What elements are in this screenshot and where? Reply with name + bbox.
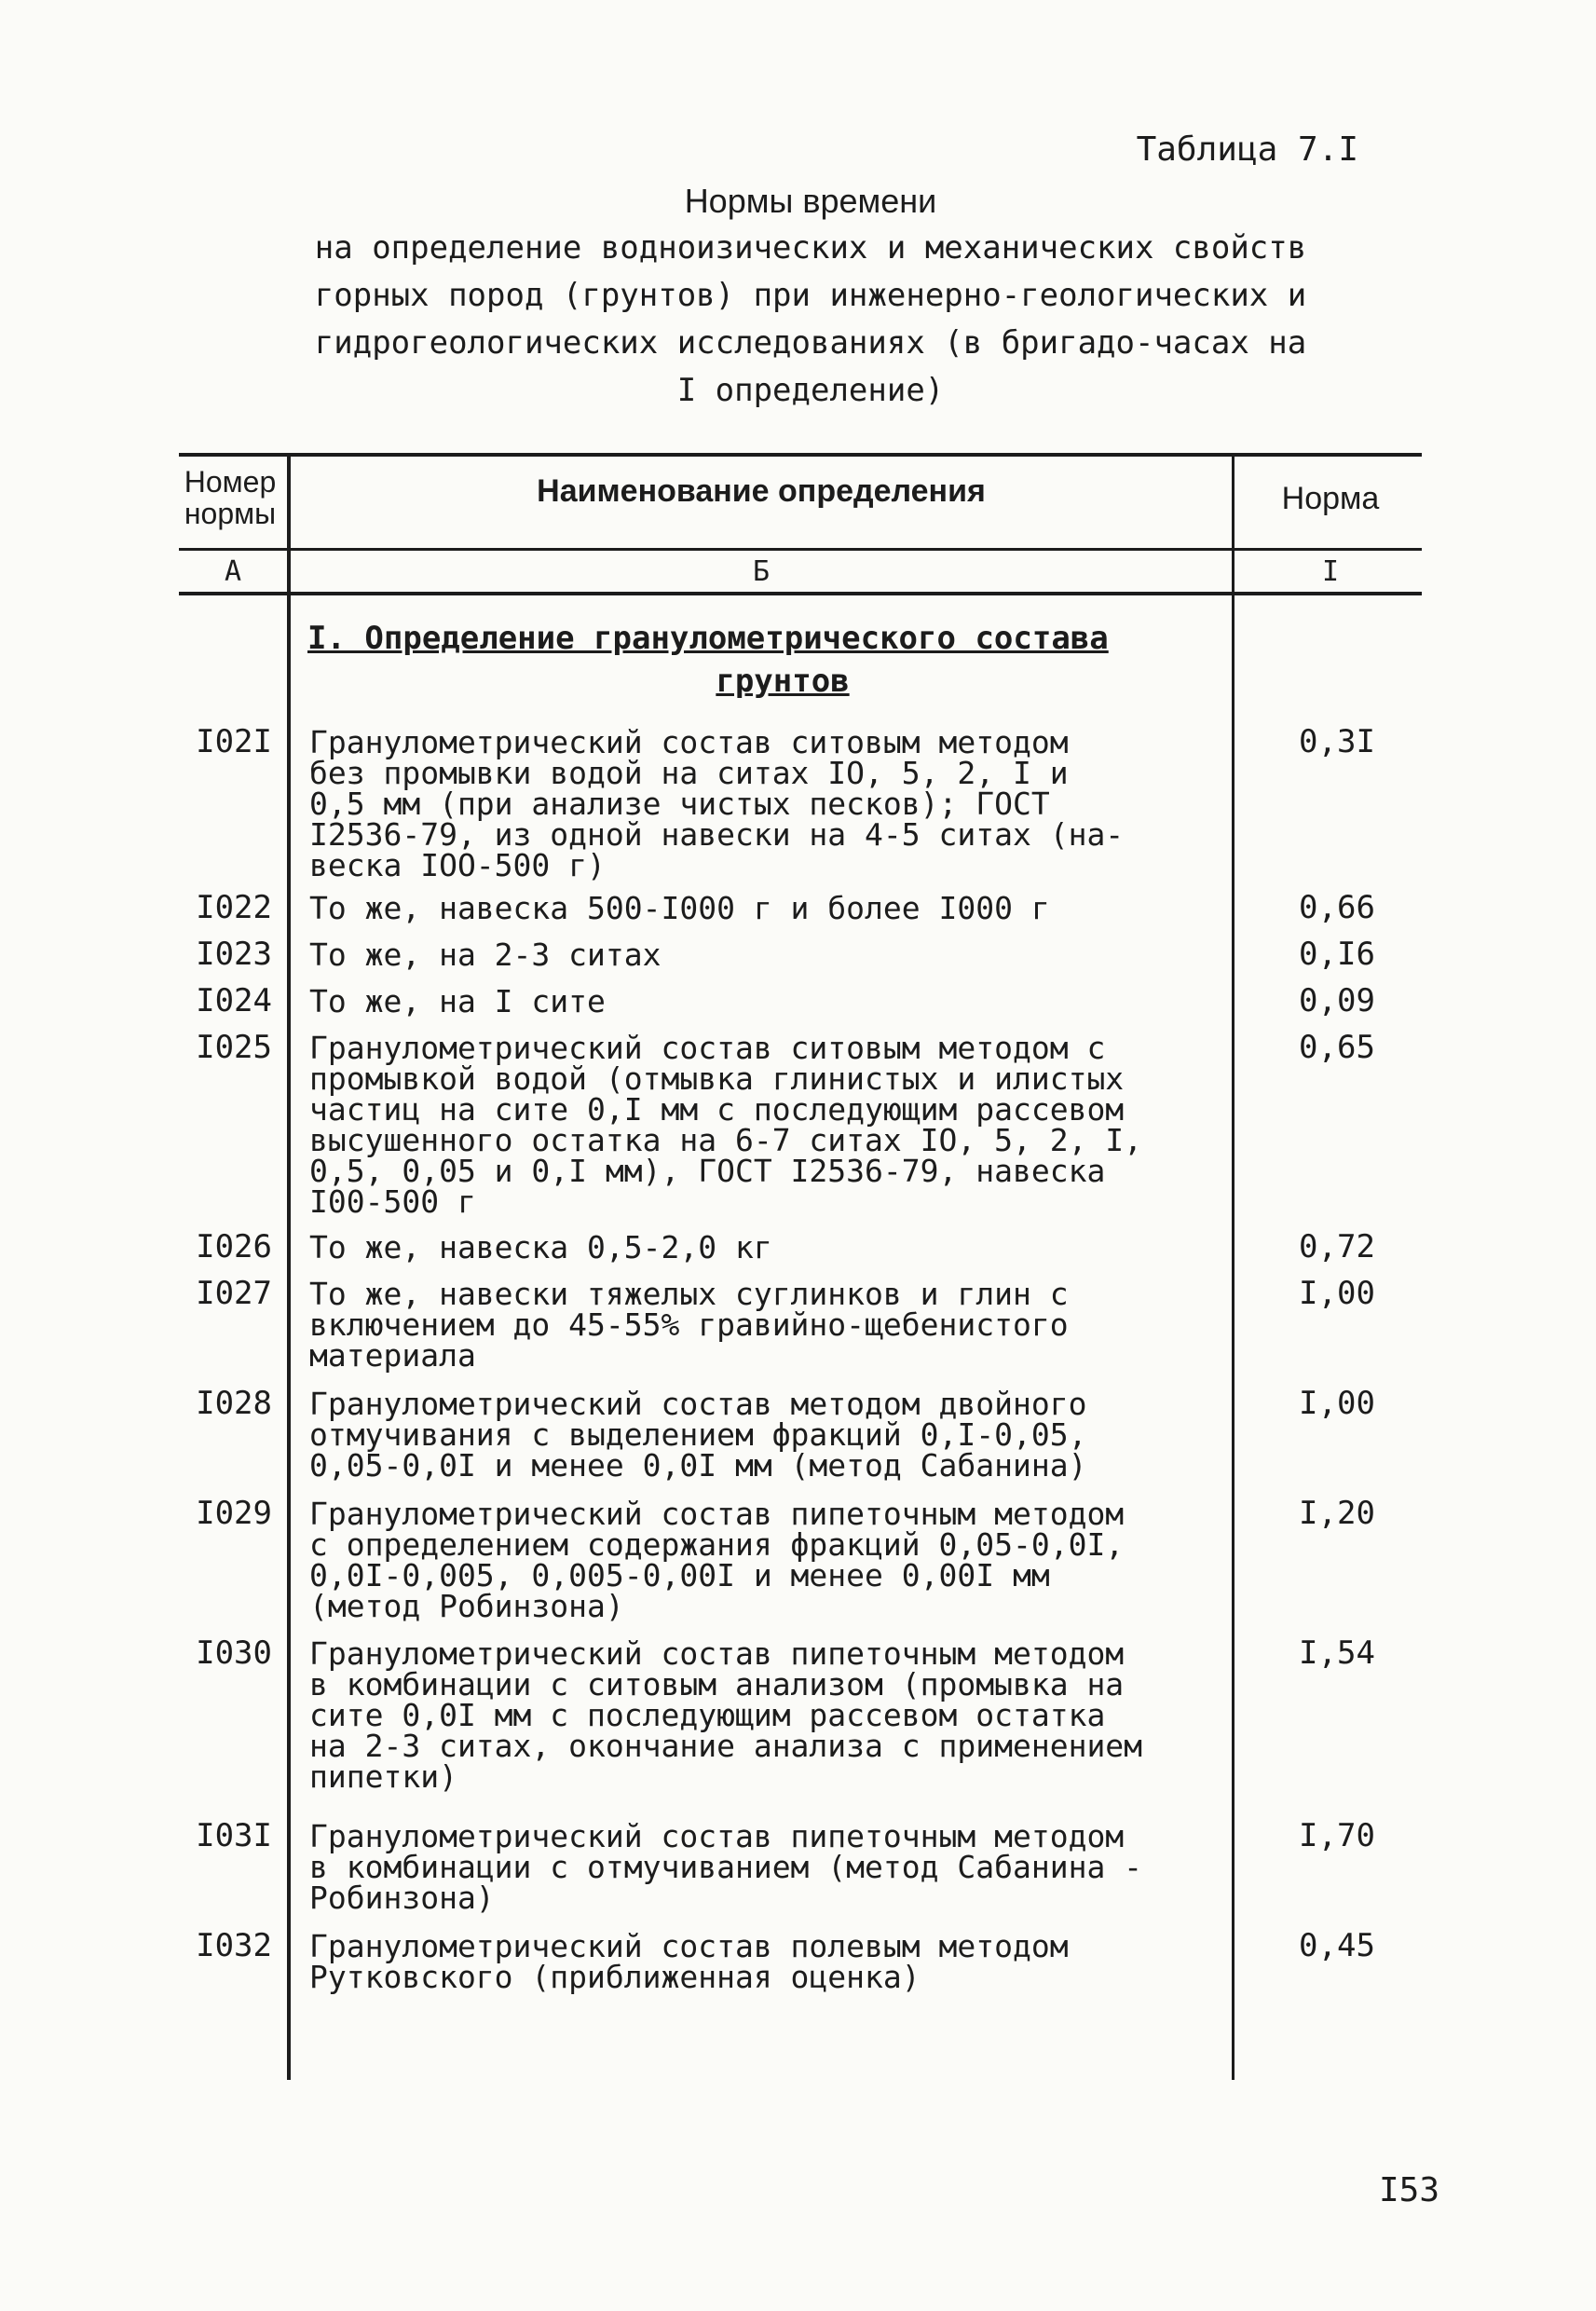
table-top-rule	[179, 453, 1422, 457]
norm-number: I022	[196, 889, 272, 926]
norm-description: Гранулометрический состав полевым методом Рутковского (приближенная оценка)	[309, 1928, 1069, 1995]
table-label: Таблица 7.I	[1136, 130, 1358, 169]
norm-number: I030	[196, 1634, 272, 1672]
norm-value: 0,72	[1299, 1228, 1375, 1265]
norm-number: I026	[196, 1228, 272, 1265]
norm-value: 0,3I	[1299, 723, 1375, 760]
norm-number: I024	[196, 982, 272, 1019]
table-title	[289, 177, 1332, 415]
norm-number: I02I	[196, 723, 272, 760]
section-heading-line-2: грунтов	[716, 663, 850, 700]
norm-description: То же, навески тяжелых суглинков и глин с включением до 45-55% гравийно-щебенистого материала	[309, 1276, 1069, 1374]
title-line-2: на определение водноизических и механических свойств	[314, 229, 1307, 267]
norm-value: 0,09	[1299, 982, 1375, 1019]
section-heading-line-1: I. Определение гранулометрического состава	[307, 620, 1109, 657]
norm-number: I029	[196, 1495, 272, 1532]
norm-description: Гранулометрический состав пипеточным методом с определением содержания фракций 0,05-0,0I, 0,0I-0,005, 0,005-0,00I и менее 0,00I мм (метод Робинзона)	[309, 1496, 1125, 1624]
title-line-5: I определение)	[676, 372, 945, 409]
norm-description: То же, навеска 500-I000 г и более I000 г	[309, 890, 1050, 926]
norm-value: 0,66	[1299, 889, 1375, 926]
norm-value: I,70	[1299, 1817, 1375, 1854]
subheader-bottom-rule	[179, 592, 1422, 595]
norm-description: Гранулометрический состав пипеточным методом в комбинации с ситовым анализом (промывка на сите 0,0I мм с последующим рассевом остатка на 2-3 ситах, окончание анализа с применением пипетки)	[309, 1635, 1143, 1795]
norm-value: I,00	[1299, 1275, 1375, 1312]
norm-number: I023	[196, 936, 272, 973]
norm-value: I,54	[1299, 1634, 1375, 1672]
norm-value: 0,65	[1299, 1029, 1375, 1066]
section-heading	[307, 617, 1202, 703]
header-name: Наименование определения	[537, 473, 986, 509]
header-norm: Норма	[1281, 481, 1380, 516]
norm-description: Гранулометрический состав ситовым методом с промывкой водой (отмывка глинистых и илистых частиц на сите 0,I мм с последующим рассевом высушенного остатка на 6-7 ситах IO, 5, 2, I, 0,5, 0,05 и 0,I мм), ГОСТ I2536-79, навеска I00-500 г	[309, 1030, 1143, 1220]
title-line-1: Нормы времени	[684, 182, 937, 220]
norm-value: 0,45	[1299, 1927, 1375, 1964]
header-number: Номер нормы	[184, 465, 277, 530]
norm-value: I,00	[1299, 1385, 1375, 1422]
page-number: I53	[1378, 2171, 1439, 2209]
norm-number: I032	[196, 1927, 272, 1964]
norm-description: Гранулометрический состав пипеточным методом в комбинации с отмучиванием (метод Сабанина - Робинзона)	[309, 1818, 1143, 1916]
column-divider-1	[287, 453, 291, 2080]
norm-value: I,20	[1299, 1495, 1375, 1532]
subheader-a: А	[224, 555, 242, 588]
norm-description: Гранулометрический состав ситовым методом без промывки водой на ситах IO, 5, 2, I и 0,5 мм (при анализе чистых песков); ГОСТ I2536-79, из одной навески на 4-5 ситах (на- веска IOO-500 г)	[309, 724, 1125, 883]
subheader-b: Б	[752, 555, 771, 588]
norm-description: Гранулометрический состав методом двойного отмучивания с выделением фракций 0,I-0,05, 0,05-0,0I и менее 0,0I мм (метод Сабанина)	[309, 1386, 1087, 1484]
header-bottom-rule	[179, 548, 1422, 551]
norm-description: То же, на 2-3 ситах	[309, 937, 662, 973]
column-divider-2	[1232, 453, 1235, 2080]
norm-number: I028	[196, 1385, 272, 1422]
norm-description: То же, навеска 0,5-2,0 кг	[309, 1229, 772, 1265]
title-line-4: гидрогеологических исследованиях (в бригадо-часах на	[314, 324, 1307, 362]
norm-number: I025	[196, 1029, 272, 1066]
title-line-3: горных пород (грунтов) при инженерно-геологических и	[314, 277, 1307, 314]
norm-value: 0,I6	[1299, 936, 1375, 973]
subheader-c: I	[1321, 555, 1340, 588]
norm-description: То же, на I сите	[309, 983, 606, 1019]
norm-number: I03I	[196, 1817, 272, 1854]
norm-number: I027	[196, 1275, 272, 1312]
